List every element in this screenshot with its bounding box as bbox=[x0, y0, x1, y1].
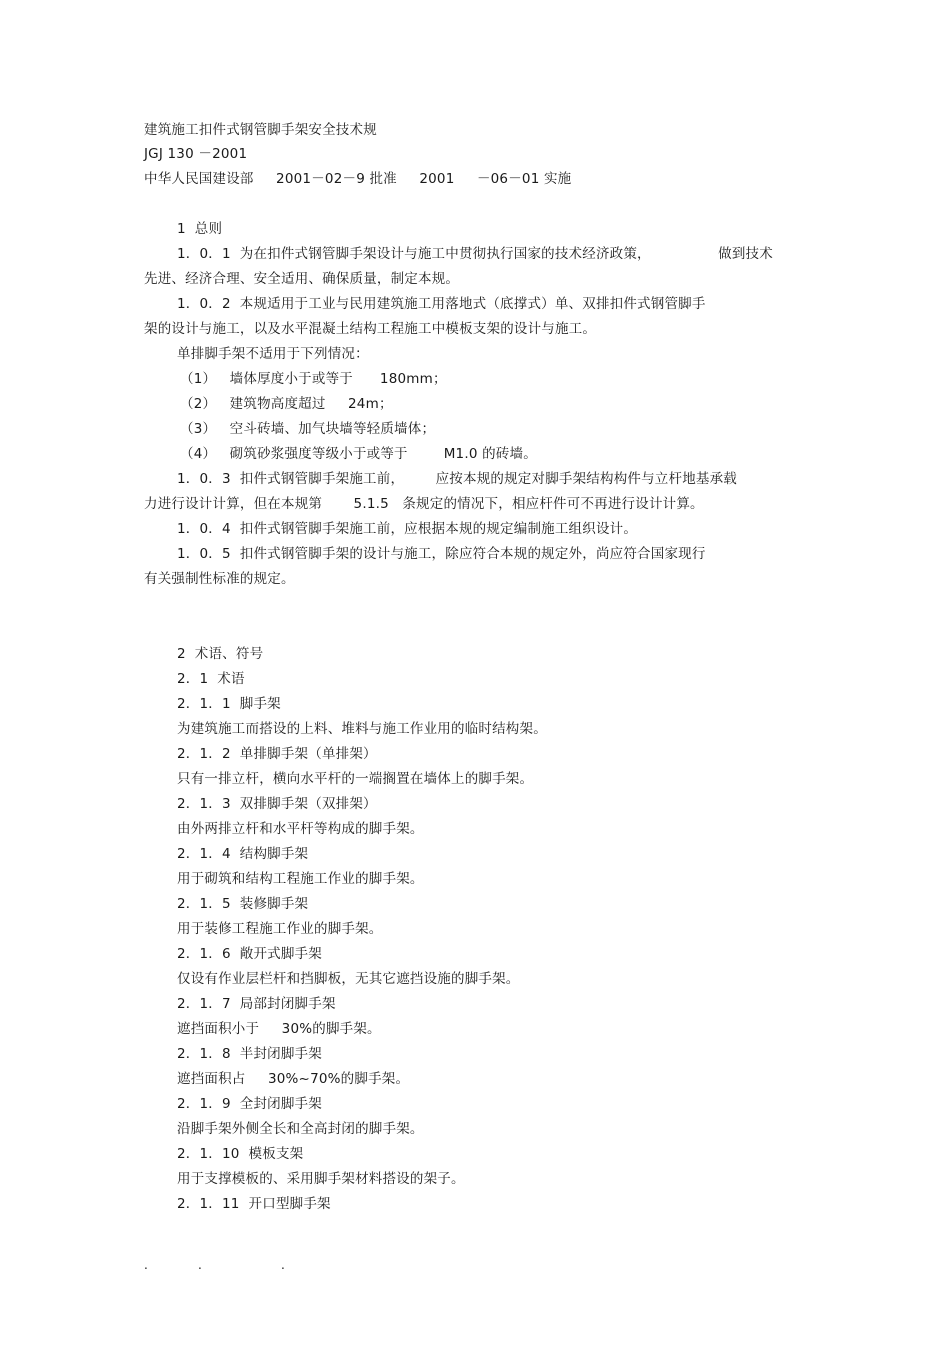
term-2-1-9: 2．1．9 全封闭脚手架 bbox=[177, 1096, 322, 1112]
term-2-1-1: 2．1．1 脚手架 bbox=[177, 696, 281, 712]
clause-1-0-2-line-1: 1．0．2 本规适用于工业与民用建筑施工用落地式（底撑式）单、双排扣件式钢管脚手 bbox=[177, 296, 706, 312]
not-applicable-intro: 单排脚手架不适用于下列情况： bbox=[177, 346, 369, 362]
list-item-2: （2） 建筑物高度超过 24m； bbox=[180, 396, 393, 412]
term-2-1-5: 2．1．5 装修脚手架 bbox=[177, 896, 309, 912]
list-item-3: （3） 空斗砖墙、加气块墙等轻质墙体； bbox=[180, 421, 436, 437]
definition-2-1-2: 只有一排立杆，横向水平杆的一端搁置在墙体上的脚手架。 bbox=[177, 771, 534, 787]
term-2-1-4: 2．1．4 结构脚手架 bbox=[177, 846, 309, 862]
issuer-line: 中华人民国建设部 2001－02－9 批准 2001 －06－01 实施 bbox=[144, 171, 572, 187]
definition-2-1-1: 为建筑施工而搭设的上料、堆料与施工作业用的临时结构架。 bbox=[177, 721, 547, 737]
term-2-1-3: 2．1．3 双排脚手架（双排架） bbox=[177, 796, 377, 812]
definition-2-1-4: 用于砌筑和结构工程施工作业的脚手架。 bbox=[177, 871, 424, 887]
definition-2-1-10: 用于支撑模板的、采用脚手架材料搭设的架子。 bbox=[177, 1171, 465, 1187]
section-2-heading: 2 术语、符号 bbox=[177, 646, 264, 662]
term-2-1-2: 2．1．2 单排脚手架（单排架） bbox=[177, 746, 377, 762]
list-item-4: （4） 砌筑砂浆强度等级小于或等于 M1.0 的砖墙。 bbox=[180, 446, 537, 462]
definition-2-1-8: 遮挡面积占 30%~70%的脚手架。 bbox=[177, 1071, 410, 1087]
clause-1-0-5-line-2: 有关强制性标准的规定。 bbox=[144, 571, 295, 587]
footer-dot: . bbox=[281, 1258, 285, 1272]
clause-1-0-5-line-1: 1．0．5 扣件式钢管脚手架的设计与施工，除应符合本规的规定外，尚应符合国家现行 bbox=[177, 546, 706, 562]
term-2-1-6: 2．1．6 敞开式脚手架 bbox=[177, 946, 322, 962]
term-2-1-7: 2．1．7 局部封闭脚手架 bbox=[177, 996, 336, 1012]
footer-dot: . bbox=[198, 1258, 202, 1272]
definition-2-1-9: 沿脚手架外侧全长和全高封闭的脚手架。 bbox=[177, 1121, 424, 1137]
clause-1-0-3-line-1: 1．0．3 扣件式钢管脚手架施工前， 应按本规的规定对脚手架结构构件与立杆地基承载 bbox=[177, 471, 737, 487]
term-2-1-10: 2．1．10 模板支架 bbox=[177, 1146, 304, 1162]
footer-dot: . bbox=[144, 1258, 148, 1272]
definition-2-1-5: 用于装修工程施工作业的脚手架。 bbox=[177, 921, 383, 937]
section-1-heading: 1 总则 bbox=[177, 221, 223, 237]
clause-1-0-4: 1．0．4 扣件式钢管脚手架施工前，应根据本规的规定编制施工组织设计。 bbox=[177, 521, 638, 537]
standard-code: JGJ 130 －2001 bbox=[144, 146, 248, 162]
document-title: 建筑施工扣件式钢管脚手架安全技术规 bbox=[144, 122, 377, 138]
definition-2-1-3: 由外两排立杆和水平杆等构成的脚手架。 bbox=[177, 821, 424, 837]
clause-1-0-1-line-2: 先进、经济合理、安全适用、确保质量，制定本规。 bbox=[144, 271, 460, 287]
subsection-2-1: 2．1 术语 bbox=[177, 671, 245, 687]
definition-2-1-7: 遮挡面积小于 30%的脚手架。 bbox=[177, 1021, 381, 1037]
term-2-1-11: 2．1．11 开口型脚手架 bbox=[177, 1196, 331, 1212]
definition-2-1-6: 仅设有作业层栏杆和挡脚板，无其它遮挡设施的脚手架。 bbox=[177, 971, 520, 987]
clause-1-0-1-line-1: 1．0．1 为在扣件式钢管脚手架设计与施工中贯彻执行国家的技术经济政策， 做到技术 bbox=[177, 246, 773, 262]
clause-1-0-3-line-2: 力进行设计计算，但在本规第 5.1.5 条规定的情况下，相应杆件可不再进行设计计算。 bbox=[144, 496, 704, 512]
clause-1-0-2-line-2: 架的设计与施工，以及水平混凝土结构工程施工中模板支架的设计与施工。 bbox=[144, 321, 597, 337]
list-item-1: （1） 墙体厚度小于或等于 180mm； bbox=[180, 371, 447, 387]
term-2-1-8: 2．1．8 半封闭脚手架 bbox=[177, 1046, 322, 1062]
